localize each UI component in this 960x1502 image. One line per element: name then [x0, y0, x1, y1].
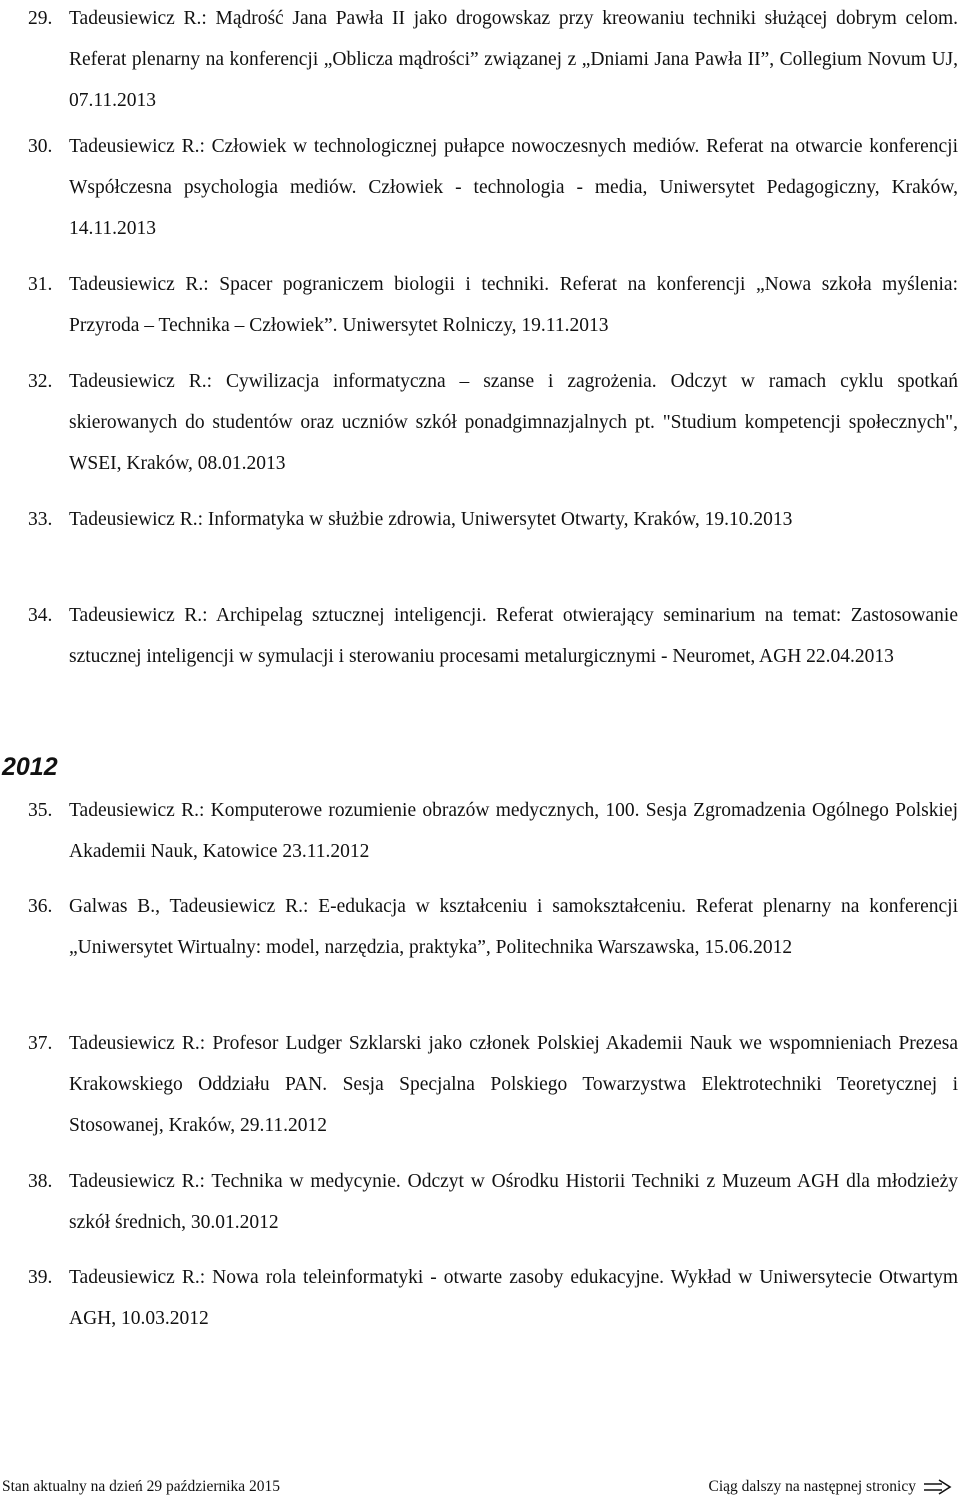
- entry-number: 39.: [28, 1267, 53, 1288]
- entry-39: [0, 1257, 958, 1339]
- entry-number: 33.: [28, 509, 53, 530]
- entry-35: [0, 790, 958, 872]
- entry-29: [0, 0, 958, 121]
- entry-text: Tadeusiewicz R.: Nowa rola teleinformatyki - otwarte zasoby edukacyjne. Wykład w Uniwersytecie Otwartym AGH, 10.03.2012: [69, 1267, 958, 1329]
- entry-text: Galwas B., Tadeusiewicz R.: E-edukacja w kształceniu i samokształceniu. Referat plenarny na konferencji „Uniwersytet Wirtualny: model, narzędzia, praktyka”, Politechnika Warszawska, 15.06.2012: [69, 896, 958, 958]
- entry-30: [0, 126, 958, 249]
- entry-number: 32.: [28, 371, 53, 392]
- entry-text: Tadeusiewicz R.: Człowiek w technologicznej pułapce nowoczesnych mediów. Referat na otwarcie konferencji Współczesna psychologia mediów. Człowiek - technologia - media, Uniwersytet Pedagogiczny, Kraków, 14.11.2013: [69, 136, 958, 239]
- entry-text: Tadeusiewicz R.: Archipelag sztucznej inteligencji. Referat otwierający seminarium na temat: Zastosowanie sztucznej inteligencji w symulacji i sterowaniu procesami metalurgicznymi - Neuromet, AGH 22.04.2013: [69, 605, 958, 667]
- entry-text: Tadeusiewicz R.: Cywilizacja informatyczna – szanse i zagrożenia. Odczyt w ramach cyklu spotkań skierowanych do studentów oraz uczniów szkół ponadgimnazjalnych pt. "Studium kompetencji społecznych", WSEI, Kraków, 08.01.2013: [69, 371, 958, 474]
- entry-number: 31.: [28, 274, 53, 295]
- double-arrow-right-icon: [922, 1479, 952, 1495]
- entry-text: Tadeusiewicz R.: Technika w medycynie. Odczyt w Ośrodku Historii Techniki z Muzeum AGH dla młodzieży szkół średnich, 30.01.2012: [69, 1171, 958, 1233]
- entry-38: [0, 1161, 958, 1243]
- entry-text: Tadeusiewicz R.: Komputerowe rozumienie obrazów medycznych, 100. Sesja Zgromadzenia Ogólnego Polskiej Akademii Nauk, Katowice 23.11.2012: [69, 800, 958, 862]
- entry-31: [0, 264, 958, 346]
- entry-number: 38.: [28, 1171, 53, 1192]
- entry-number: 37.: [28, 1033, 53, 1054]
- entry-number: 29.: [28, 8, 53, 29]
- entry-text: Tadeusiewicz R.: Mądrość Jana Pawła II jako drogowskaz przy kreowaniu techniki służącej dobrym celom. Referat plenarny na konferencji „Oblicza mądrości” związanej z „Dniami Jana Pawła II”, Collegium Novum UJ, 07.11.2013: [69, 8, 958, 111]
- entry-text: Tadeusiewicz R.: Profesor Ludger Szklarski jako członek Polskiej Akademii Nauk we wspomnieniach Prezesa Krakowskiego Oddziału PAN. Sesja Specjalna Polskiego Towarzystwa Elektrotechniki Teoretycznej i Stosowanej, Kraków, 29.11.2012: [69, 1033, 958, 1136]
- entry-32: [0, 361, 958, 484]
- year-heading: 2012: [2, 753, 58, 781]
- entry-36: [0, 886, 958, 968]
- entry-text: Tadeusiewicz R.: Spacer pograniczem biologii i techniki. Referat na konferencji „Nowa szkoła myślenia: Przyroda – Technika – Człowiek”. Uniwersytet Rolniczy, 19.11.2013: [69, 274, 958, 336]
- entry-number: 34.: [28, 605, 53, 626]
- footer-continued-label: Ciąg dalszy na następnej stronicy: [708, 1478, 916, 1495]
- entry-34: [0, 595, 958, 677]
- entry-37: [0, 1023, 958, 1146]
- footer-continued: [709, 1476, 952, 1498]
- entry-number: 30.: [28, 136, 53, 157]
- entry-number: 35.: [28, 800, 53, 821]
- entry-text: Tadeusiewicz R.: Informatyka w służbie zdrowia, Uniwersytet Otwarty, Kraków, 19.10.2013: [69, 509, 793, 530]
- entry-number: 36.: [28, 896, 53, 917]
- footer-status: Stan aktualny na dzień 29 października 2015: [2, 1478, 281, 1495]
- entry-33: [0, 499, 958, 540]
